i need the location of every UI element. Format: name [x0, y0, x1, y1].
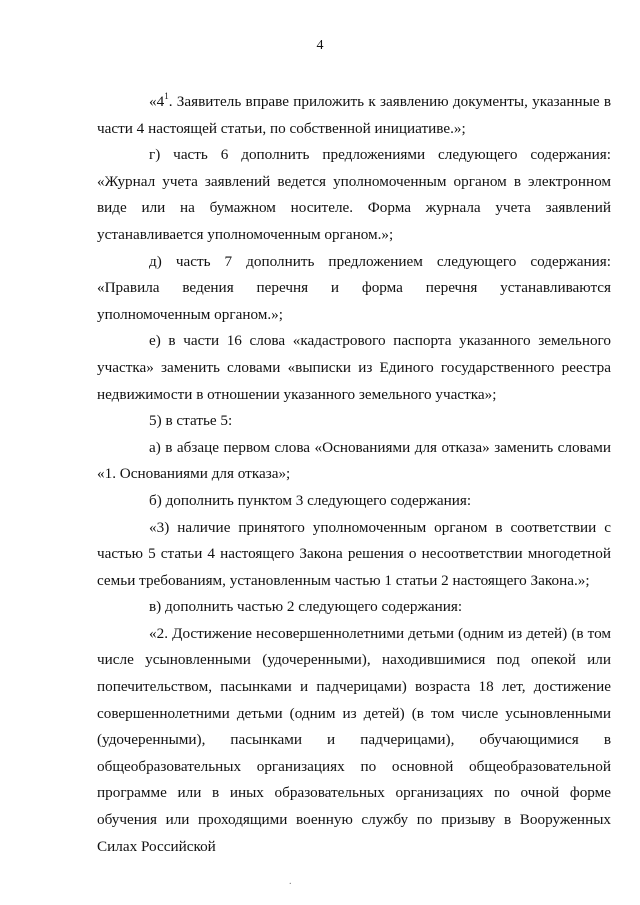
- paragraph-item-e: е) в части 16 слова «кадастрового паспорта указанного земельного участка» заменить словами «выписки из Единого государственного реестра недвижимости в отношении указанного земельного участка»;: [97, 332, 611, 403]
- paragraph-4-1-lead: «4: [149, 93, 165, 110]
- paragraph-item-d: д) часть 7 дополнить предложением следующего содержания: «Правила ведения перечня и форма перечня устанавливаются уполномоченным органом.»;: [97, 252, 611, 323]
- paragraph-item-b: б) дополнить пунктом 3 следующего содержания:: [149, 491, 472, 509]
- paragraph-part-2: «2. Достижение несовершеннолетними детьми (одним из детей) (в том числе усыновленными (удочеренными), находившимися под опекой или попечительством, пасынками и падчерицами) возраста 18 лет, достижение совершеннолетними детьми (одним из детей) (в том числе усыновленными (удочеренными), пасынками и падчерицами), обучающимися в общеобразовательных организациях по основной общеобразовательной программе или в иных образовательных организациях по очной форме обучения или проходящими военную службу по призыву в Вооруженных Силах Российской: [97, 624, 611, 855]
- paragraph-4-1-text: . Заявитель вправе приложить к заявлению документы, указанные в части 4 настоящей статьи, по собственной инициативе.»;: [97, 93, 611, 137]
- paragraph-4-1-superscript: 1: [164, 90, 169, 101]
- paragraph-point-3: «3) наличие принятого уполномоченным органом в соответствии с частью 5 статьи 4 настоящего Закона решения о несоответствии многодетной семьи требованиям, установленным частью 1 статьи 2 настоящего Закона.»;: [97, 518, 611, 589]
- footer-mark: .: [289, 876, 292, 887]
- page-number: 4: [316, 38, 324, 53]
- paragraph-item-v: в) дополнить частью 2 следующего содержания:: [149, 598, 463, 616]
- document-body: [97, 89, 611, 860]
- paragraph-4-1: [97, 89, 611, 142]
- paragraph-article-5: 5) в статье 5:: [149, 412, 233, 430]
- paragraph-item-g: г) часть 6 дополнить предложениями следующего содержания: «Журнал учета заявлений ведется уполномоченным органом в электронном виде или на бумажном носителе. Форма журнала учета заявлений устанавливается уполномоченным органом.»;: [97, 146, 611, 243]
- paragraph-item-a: а) в абзаце первом слова «Основаниями для отказа» заменить словами «1. Основаниями для отказа»;: [97, 438, 611, 483]
